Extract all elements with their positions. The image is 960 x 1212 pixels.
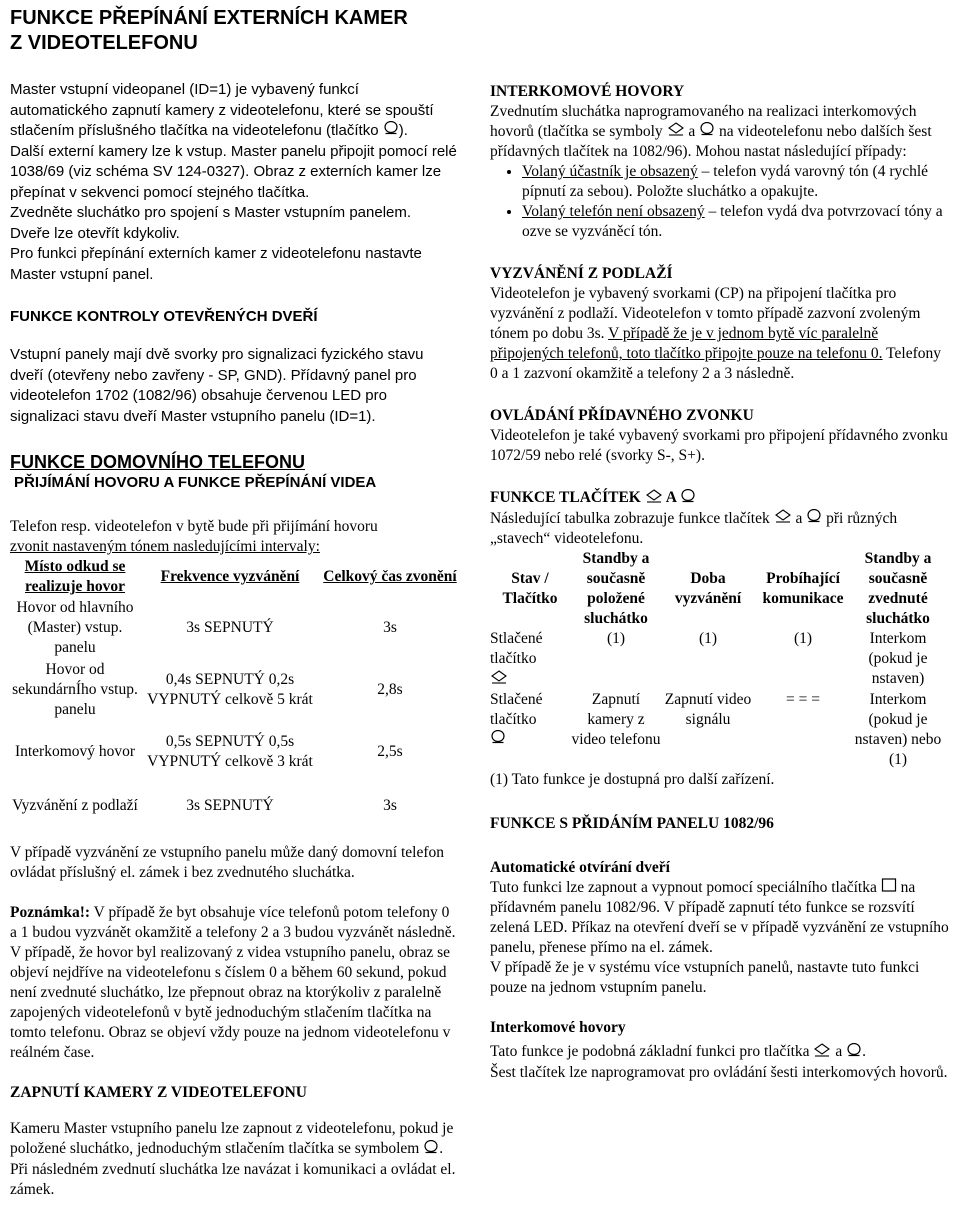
tlacitek-intro: Následující tabulka zobrazuje funkce tlačítek a při různých „stavech“ videotelefonu. [490,509,898,548]
diamond-icon [645,489,663,509]
table-row: Hovor od sekundárnÍho vstup. panelu 0,4s SEPNUTÝ 0,2s VYPNUTÝ celkově 5 krát 2,8s [12,661,403,719]
handset-circle-icon [680,489,696,509]
section-title-zvonek: OVLÁDÁNÍ PŘÍDAVNÉHO ZVONKU [490,407,754,425]
section-title-kamera: ZAPNUTÍ KAMERY Z VIDEOTELEFONU [10,1084,308,1102]
auto-text-2: V případě že je v systému více vstupních panelů, nastavte tuto funkci pouze na jednom vstupním panelu. [490,959,920,997]
section-subtitle-prijimani: PŘIJÍMÁNÍ HOVORU A FUNKCE PŘEPÍNÁNÍ VIDEA [14,474,377,492]
list-item: • Volaný účastník je obsazený – telefon vydá varovný tón (4 rychlé pípnutí za sebou). Položte sluchátko a opakujte. [522,162,950,202]
kamera-text-2: Při následném zvednutí sluchátka lze navázat i komunikaci a ovládat el. zámek. [10,1160,456,1198]
table-row: Hovor od hlavního (Master) vstup. panelu 3s SEPNUTÝ 3s [16,599,397,657]
handset-circle-icon [806,509,822,529]
section-title-kontrola: FUNKCE KONTROLY OTEVŘENÝCH DVEŘÍ [10,308,318,326]
diamond-icon [667,122,685,142]
auto-text: Tuto funkci lze zapnout a vypnout pomocí speciálního tlačítka na přídavném panelu 1082/96. V případě zapnutí této funkce se rozsvítí zelená LED. Příkaz na otevření dveří se v případě vyzvánění ze vstupního panelu, přenese přímo na el. zámek. [490,878,949,957]
table-row: Interkomový hovor 0,5s SEPNUTÝ 0,5s VYPNUTÝ celkově 3 krát 2,5s [14,733,403,771]
interkom-cases [490,162,950,242]
section-title-podlazi: VYZVÁNĚNÍ Z PODLAŽÍ [490,265,673,283]
section-title-interkom: INTERKOMOVÉ HOVORY [490,83,685,100]
handset-circle-icon [846,1043,862,1063]
table-row: Stlačené tlačítko (1) (1) (1) Interkom (pokud je nstaven) [490,629,944,689]
handset-circle-icon [490,730,506,750]
poznamka-text: Poznámka!: V případě že byt obsahuje více telefonů potom telefony 0 a 1 budou vyzvánět okamžitě a telefony 2 a 3 budou vyzvánět následně. V případě, že hovor byl realizovaný z videa vstupního panelu, obraz se objeví nejdříve na videotelefonu s číslem 0 a během 60 sekund, pokud není zvednuté sluchátko, lze přepnout obraz na ktorýkoliv z paralelně zapojených videotelefonů v bytě jednoduchým stlačením tlačítka na tomto telefonu. Obraz se objeví vždy pouze na jednom videotelefonu v reálném čase. [10,904,456,1062]
table-row: Vyzvánění z podlaží 3s SEPNUTÝ 3s [12,797,397,815]
ring-table [10,557,460,829]
subsection-title-interkom2: Interkomové hovory [490,1019,626,1037]
table-row: Stlačené tlačítko Zapnutí kamery z video telefonu Zapnutí video signálu = = = Interkom (pokud je nstaven) nebo (1) [490,690,942,768]
kamera-text: Kameru Master vstupního panelu lze zapnout z videotelefonu, pokud je položené sluchátko, jednoduchým stlačením tlačítka se symbolem . [10,1119,460,1159]
interkom2-text: Tato funkce je podobná základní funkci pro tlačítka a . [490,1042,950,1062]
button-table [490,549,944,769]
vstup-text: V případě vyzvánění ze vstupního panelu může daný domovní telefon ovládat příslušný el. zámek i bez zvednutého sluchátka. [10,844,445,882]
diamond-icon [490,670,508,690]
diamond-icon [813,1043,831,1063]
section-title-domovni: FUNKCE DOMOVNÍHO TELEFONU [10,452,305,473]
section-title-prepinani: FUNKCE PŘEPÍNÁNÍ EXTERNÍCH KAMER Z VIDEOTELEFONU [10,7,408,54]
telefon-text-2: zvonit nastaveným tónem nasledujícími intervaly: [10,538,320,556]
kontrola-text: Vstupní panely mají dvě svorky pro signalizaci fyzického stavu dveří (otevřeny nebo zavřeny - SP, GND). Přídavný panel pro videotelefon 1702 (1082/96) obsahuje červenou LED pro signalizaci stavu dveří Master vstupního panelu (ID=1). [10,346,424,425]
left-column [10,0,460,1200]
section-title-panel: FUNKCE S PŘIDÁNÍM PANELU 1082/96 [490,814,774,832]
interkom2-text-2: Šest tlačítek lze naprogramovat pro ovládání šesti interkomových hovorů. [490,1063,948,1081]
interkom-text: Zvednutím sluchátka naprogramovaného na realizaci interkomových hovorů (tlačítka se symboly a na videotelefonu nebo dalších šest přídavných tlačítek na 1082/96). Mohou nastat následující případy: [490,103,932,161]
button-table-header: Stav / Tlačítko Standby a současně položené sluchátko Doba vyzvánění Probíhající komunikace Standby a současně zvednuté sluchátko [502,550,932,628]
ring-table-header: Místo odkud se realizuje hovor Frekvence vyzvánění Celkový čas zvonění [24,558,457,596]
button-table-note: (1) Tato funkce je dostupná pro další zařízení. [490,770,775,788]
prepinani-text: Master vstupní videopanel (ID=1) je vybavený funkcí automatického zapnutí kamery z videotelefonu, které se spouští stlačením příslušného tlačítka na videotelefonu (tlačítko ). Další externí kamery lze k vstup. Master panelu připojit pomocí relé 1038/69 (viz schéma SV 124-0327). Obraz z externích kamer lze přepínat v sekvenci pomocí stejného tlačítka. Zvedněte sluchátko pro spojení s Master vstupním panelem. Dveře lze otevřít kdykoliv. Pro funkci přepínání externích kamer z videotelefonu nastavte Master vstupní panel. [10,81,457,283]
subsection-title-auto: Automatické otvírání dveří [490,858,670,876]
right-column [490,82,950,1083]
podlazi-text: Videotelefon je vybavený svorkami (CP) na připojení tlačítka pro vyzvánění z podlaží. Videotelefon v tomto případě zazvoní zvoleným tónem po dobu 3s. V případě že je v jednom bytě víc paralelně připojených telefonů, toto tlačítko připojte pouze na telefonu 0. Telefony 0 a 1 zazvoní okamžitě a telefony 2 a 3 následně. [490,285,942,383]
handset-circle-icon [699,122,715,142]
section-title-tlacitek: FUNKCE TLAČÍTEK A [490,488,950,508]
square-icon [881,878,897,898]
zvonek-text: Videotelefon je také vybavený svorkami pro připojení přídavného zvonku 1072/59 nebo relé (svorky S-, S+). [490,427,948,465]
handset-circle-icon [423,1140,439,1160]
list-item: • Volaný telefón není obsazený – telefon vydá dva potvrzovací tóny a ozve se vyzváněcí tón. [522,202,950,242]
telefon-text-1: Telefon resp. videotelefon v bytě bude při přijímání hovoru [10,518,378,536]
diamond-icon [774,509,792,529]
handset-circle-icon [383,121,399,142]
